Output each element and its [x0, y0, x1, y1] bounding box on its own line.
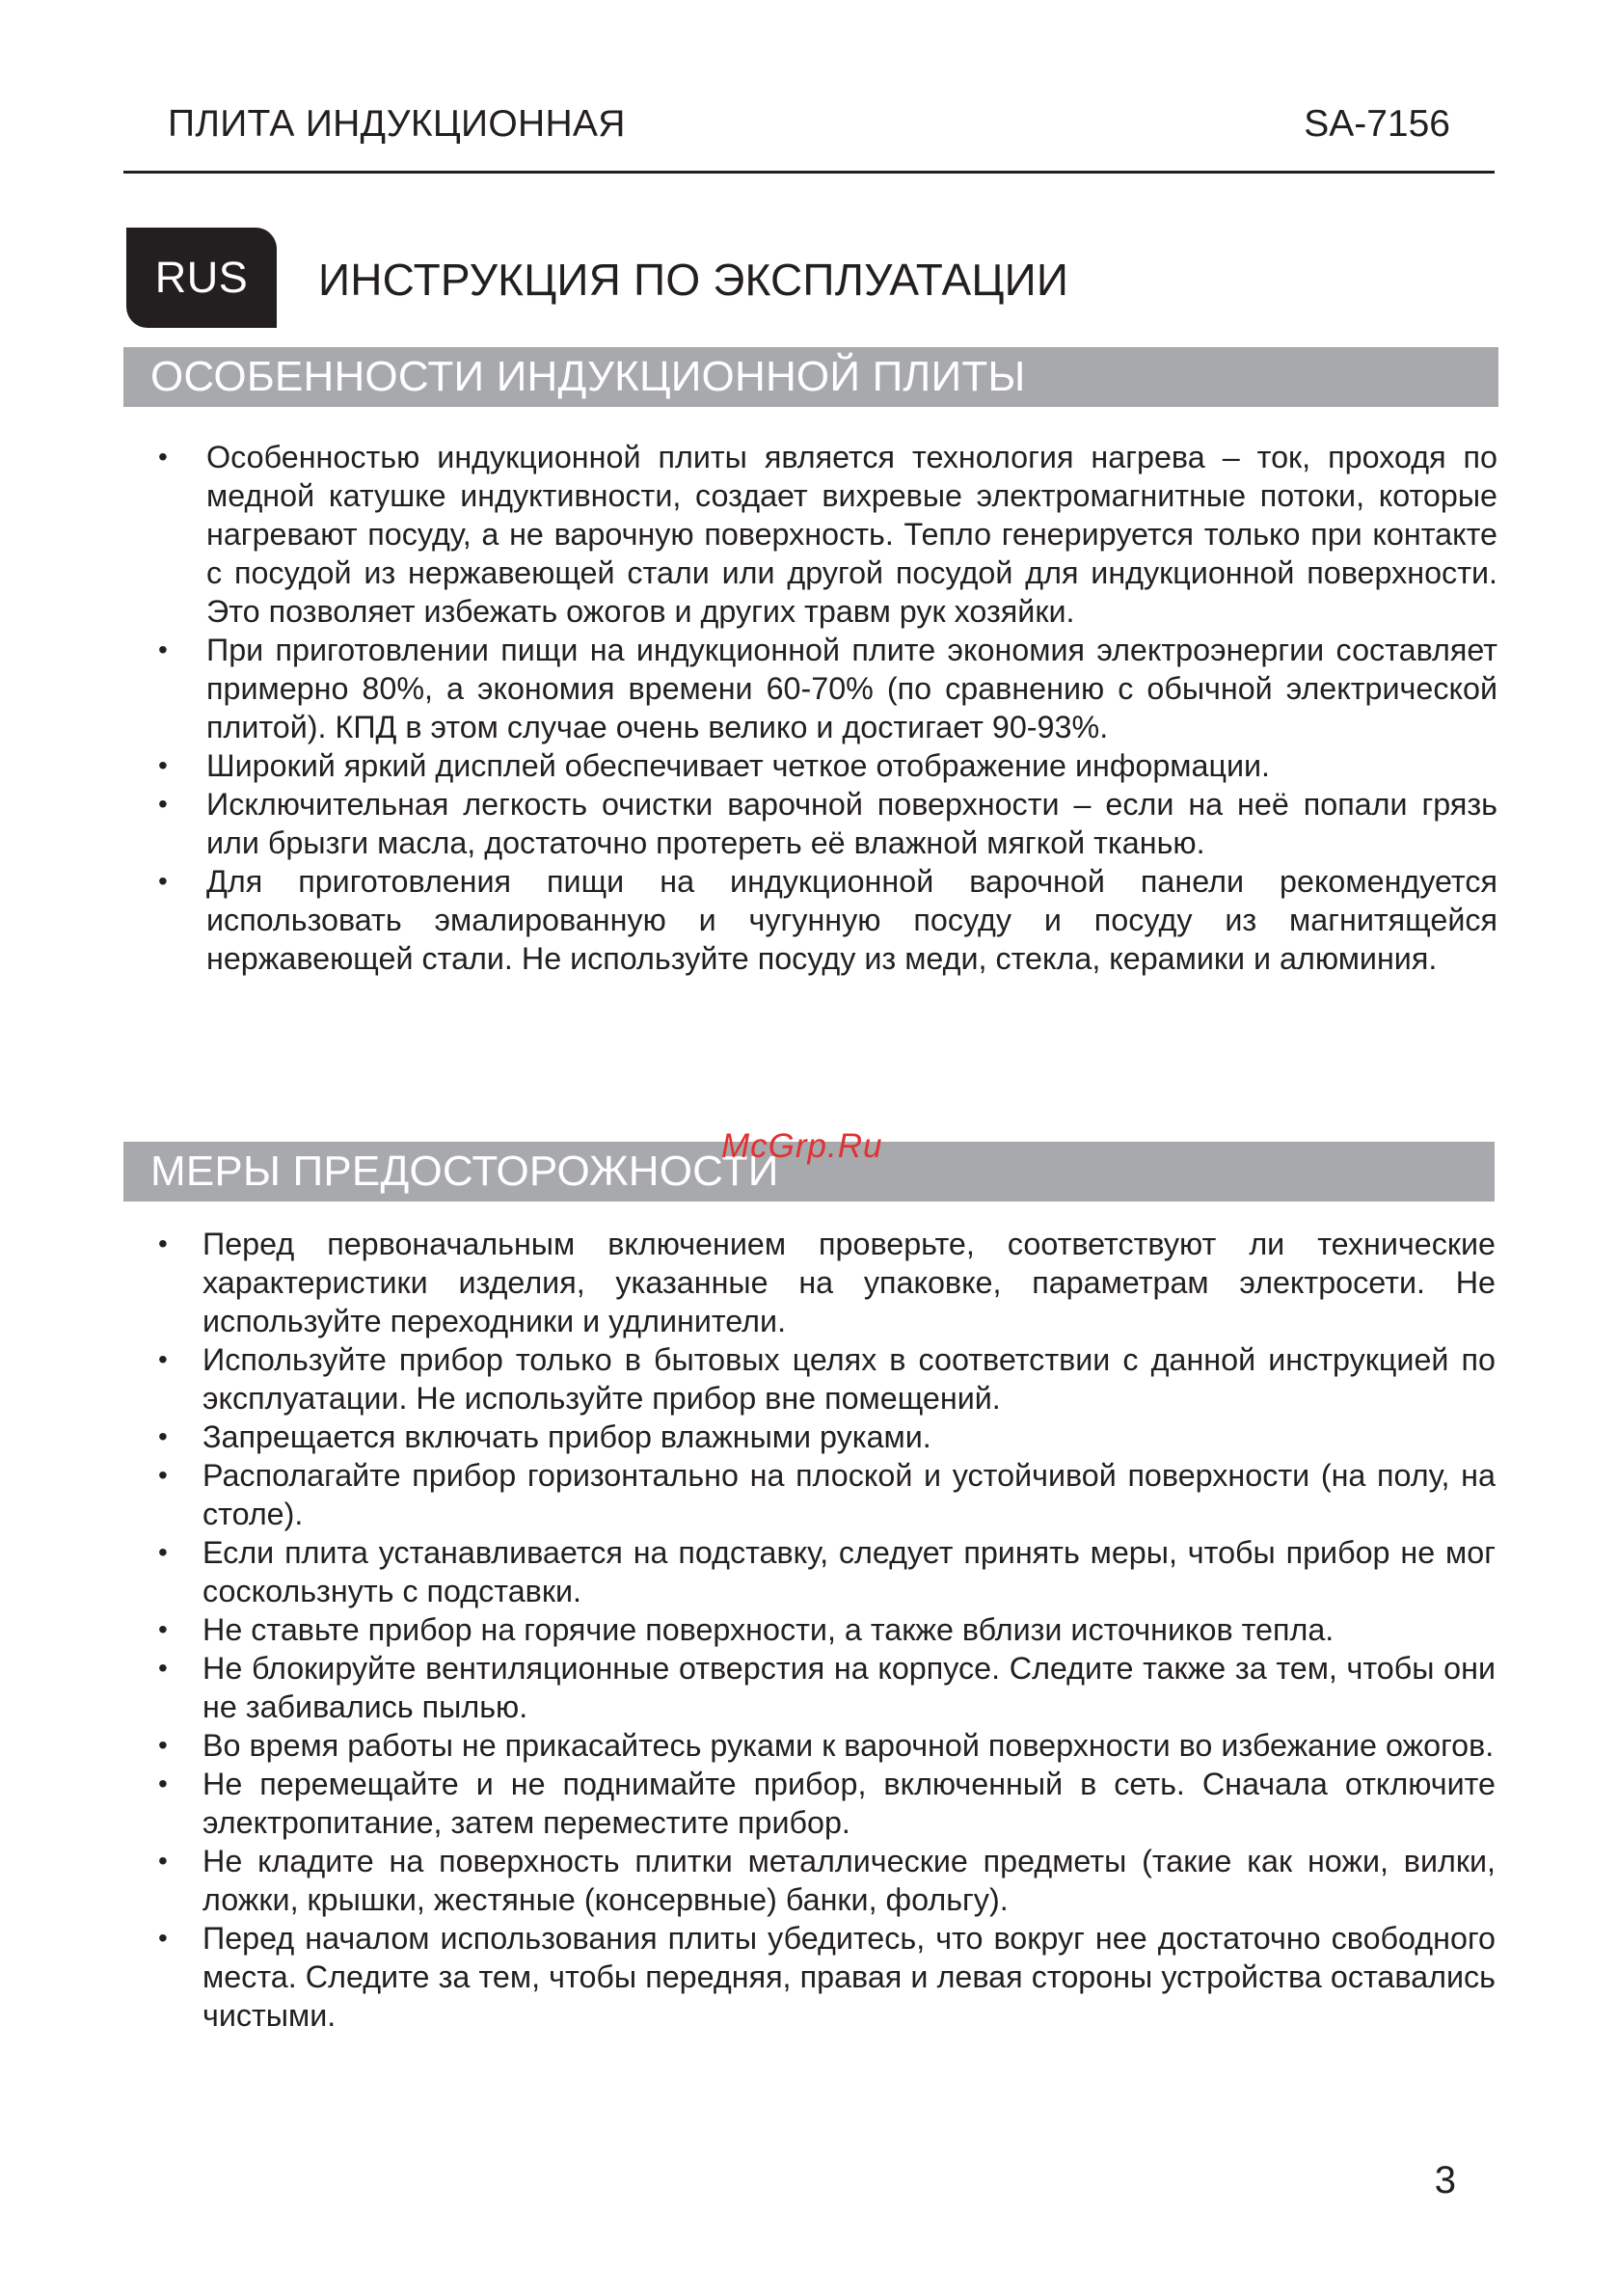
list-item-text: Во время работы не прикасайтесь руками к варочной поверхности во избежание ожогов.: [202, 1728, 1495, 1763]
list-item: [154, 862, 1497, 978]
list-item-text: Широкий яркий дисплей обеспечивает четкое отображение информации.: [206, 748, 1271, 783]
header-title: ПЛИТА ИНДУКЦИОННАЯ: [168, 103, 626, 145]
bullet: •: [158, 1421, 168, 1451]
language-tab: RUS: [126, 228, 277, 328]
list-item-text: Используйте прибор только в бытовых целях в соответствии с данной инструкцией по эксплуатации. Не используйте прибор вне помещений.: [202, 1342, 1496, 1416]
list-item: [154, 1765, 1496, 1842]
list-item: [154, 1919, 1496, 2035]
list-item: [154, 746, 1497, 785]
bullet: •: [158, 1769, 168, 1798]
bullet: •: [158, 750, 168, 780]
list-item-text: Не блокируйте вентиляционные отверстия на корпусе. Следите также за тем, чтобы они не забивались пылью.: [202, 1651, 1496, 1724]
bullet: •: [158, 1653, 168, 1683]
list-item: [154, 1418, 1496, 1456]
bullet: •: [158, 1730, 168, 1760]
bullet: •: [158, 635, 168, 664]
list-item: [154, 785, 1497, 862]
list-item: [154, 1533, 1496, 1610]
bullet: •: [158, 442, 168, 472]
list-item-text: Если плита устанавливается на подставку, следует принять меры, чтобы прибор не мог соскользнуть с подставки.: [202, 1535, 1496, 1608]
section-heading-precautions: МЕРЫ ПРЕДОСТОРОЖНОСТИ: [123, 1142, 1495, 1202]
bullet: •: [158, 1229, 168, 1258]
list-item: [154, 1610, 1496, 1649]
list-item-text: Запрещается включать прибор влажными руками.: [202, 1419, 931, 1454]
list-item: [154, 438, 1497, 631]
bullet: •: [158, 1537, 168, 1567]
list-item-text: Перед первоначальным включением проверьте, соответствуют ли технические характеристики изделия, указанные на упаковке, параметрам электросети. Не используйте переходники и удлинители.: [202, 1227, 1496, 1338]
document-title: ИНСТРУКЦИЯ ПО ЭКСПЛУАТАЦИИ: [318, 255, 1069, 305]
page-header: [123, 100, 1495, 149]
list-item: [154, 1456, 1496, 1533]
bullet: •: [158, 1614, 168, 1644]
bullet: •: [158, 789, 168, 819]
bullet: •: [158, 1846, 168, 1876]
precautions-list: [154, 1225, 1496, 2035]
list-item: [154, 1225, 1496, 1340]
list-item-text: Располагайте прибор горизонтально на плоской и устойчивой поверхности (на полу, на столе).: [202, 1458, 1496, 1531]
list-item: [154, 1726, 1496, 1765]
bullet: •: [158, 1344, 168, 1374]
watermark: McGrp.Ru: [721, 1127, 883, 1165]
header-model: SA-7156: [1304, 103, 1450, 145]
list-item: [154, 1842, 1496, 1919]
section-heading-features: ОСОБЕННОСТИ ИНДУКЦИОННОЙ ПЛИТЫ: [123, 347, 1498, 407]
list-item-text: Не ставьте прибор на горячие поверхности, а также вблизи источников тепла.: [202, 1612, 1335, 1647]
list-item: [154, 631, 1497, 746]
list-item-text: Особенностью индукционной плиты является технология нагрева – ток, проходя по медной катушке индуктивности, создает вихревые электромагнитные потоки, которые нагревают посуду, а не варочную поверхность. Тепло генерируется только при контакте с посудой из нержавеющей стали или другой посудой для индукционной поверхности. Это позволяет избежать ожогов и других травм рук хозяйки.: [206, 440, 1497, 629]
list-item: [154, 1340, 1496, 1418]
header-divider: [123, 171, 1495, 174]
list-item-text: Исключительная легкость очистки варочной поверхности – если на неё попали грязь или брызги масла, достаточно протереть её влажной мягкой тканью.: [206, 787, 1497, 860]
list-item: [154, 1649, 1496, 1726]
features-list: [154, 438, 1497, 978]
page-number: 3: [1434, 2159, 1456, 2201]
list-item-text: Перед началом использования плиты убедитесь, что вокруг нее достаточно свободного места. Следите за тем, чтобы передняя, правая и левая стороны устройства оставались чистыми.: [202, 1921, 1496, 2033]
bullet: •: [158, 866, 168, 896]
list-item-text: Не кладите на поверхность плитки металлические предметы (такие как ножи, вилки, ложки, крышки, жестяные (консервные) банки, фольгу).: [202, 1844, 1496, 1917]
list-item-text: При приготовлении пищи на индукционной плите экономия электроэнергии составляет примерно 80%, а экономия времени 60-70% (по сравнению с обычной электрической плитой). КПД в этом случае очень велико и достигает 90-93%.: [206, 633, 1497, 744]
bullet: •: [158, 1923, 168, 1953]
bullet: •: [158, 1460, 168, 1490]
list-item-text: Не перемещайте и не поднимайте прибор, включенный в сеть. Сначала отключите электропитание, затем переместите прибор.: [202, 1767, 1496, 1840]
list-item-text: Для приготовления пищи на индукционной варочной панели рекомендуется использовать эмалированную и чугунную посуду и посуду из магнитящейся нержавеющей стали. Не используйте посуду из меди, стекла, керамики и алюминия.: [206, 864, 1497, 976]
